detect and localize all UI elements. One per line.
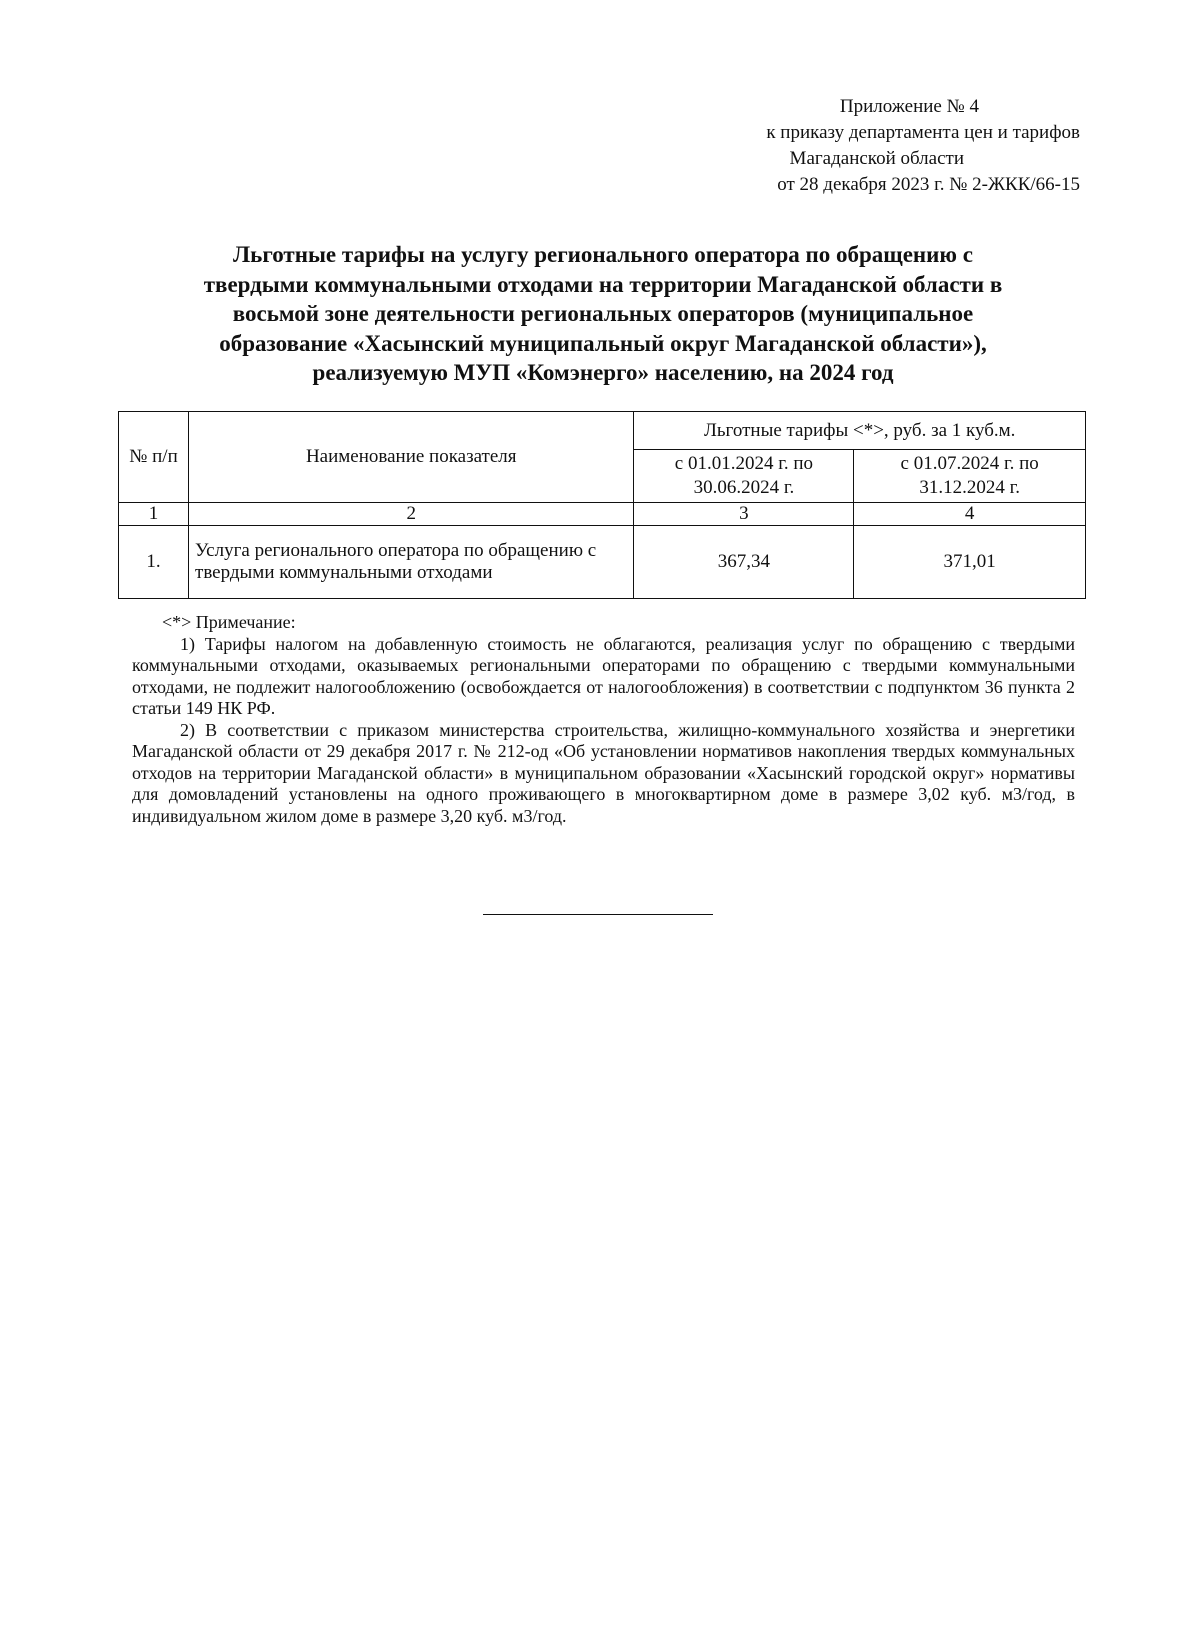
note-2: 2) В соответствии с приказом министерства строительства, жилищно-коммунального хозяйства и энергетики Магаданской области от 29 декабря 2017 г. № 212-од «Об установлении нормативов накопления твердых коммунальных отходов на территории Магаданской области» в муниципальном образовании «Хасынский городской округ» нормативы для домовладений установлены на одного проживающего в многоквартирном доме в размере 3,02 куб. м3/год, в индивидуальном жилом доме в размере 3,20 куб. м3/год. [132, 719, 1075, 826]
header-indicator-name: Наименование показателя [189, 412, 634, 503]
table-index-row [119, 503, 1086, 526]
tariff-table [118, 411, 1086, 599]
index-cell: 4 [854, 503, 1086, 526]
header-num: № п/п [119, 412, 189, 503]
table-header-row [119, 412, 1086, 450]
document-title [138, 240, 1068, 388]
header-tariff-group: Льготные тарифы <*>, руб. за 1 куб.м. [634, 412, 1086, 450]
notes-section [132, 612, 1075, 827]
appendix-order-date: от 28 декабря 2023 г. № 2-ЖКК/66-15 [777, 174, 1080, 195]
row-num: 1. [119, 526, 189, 599]
row-tariff-period-1: 367,34 [634, 526, 854, 599]
notes-title: <*> Примечание: [162, 612, 296, 632]
table-row [119, 526, 1086, 599]
appendix-order-ref: к приказу департамента цен и тарифов [766, 122, 1080, 143]
title-line: твердыми коммунальными отходами на территории Магаданской области в [203, 271, 1003, 297]
title-line: реализуемую МУП «Комэнерго» населению, на 2024 год [312, 360, 894, 385]
note-1: 1) Тарифы налогом на добавленную стоимость не облагаются, реализация услуг по обращению с твердыми коммунальными отходами, оказываемых региональными операторами по обращению с твердыми коммунальными отходами, не подлежит налогообложению (освобождается от налогообложения) в соответствии с подпунктом 36 пункта 2 статьи 149 НК РФ. [132, 633, 1075, 718]
index-cell: 3 [634, 503, 854, 526]
title-line: восьмой зоне деятельности региональных операторов (муниципальное [232, 301, 974, 326]
header-period-2: с 01.07.2024 г. по 31.12.2024 г. [854, 450, 1086, 503]
row-service-name: Услуга регионального оператора по обращению с твердыми коммунальными отходами [189, 526, 634, 599]
title-line: образование «Хасынский муниципальный округ Магаданской области»), [219, 330, 987, 356]
header-period-1: с 01.01.2024 г. по 30.06.2024 г. [634, 450, 854, 503]
appendix-number: Приложение № 4 [839, 96, 979, 117]
index-cell: 2 [189, 503, 634, 526]
row-tariff-period-2: 371,01 [854, 526, 1086, 599]
index-cell: 1 [119, 503, 189, 526]
appendix-header [600, 94, 1080, 198]
closing-divider [483, 914, 713, 915]
title-line: Льготные тарифы на услугу регионального оператора по обращению с [233, 242, 973, 267]
appendix-region: Магаданской области [789, 148, 964, 169]
